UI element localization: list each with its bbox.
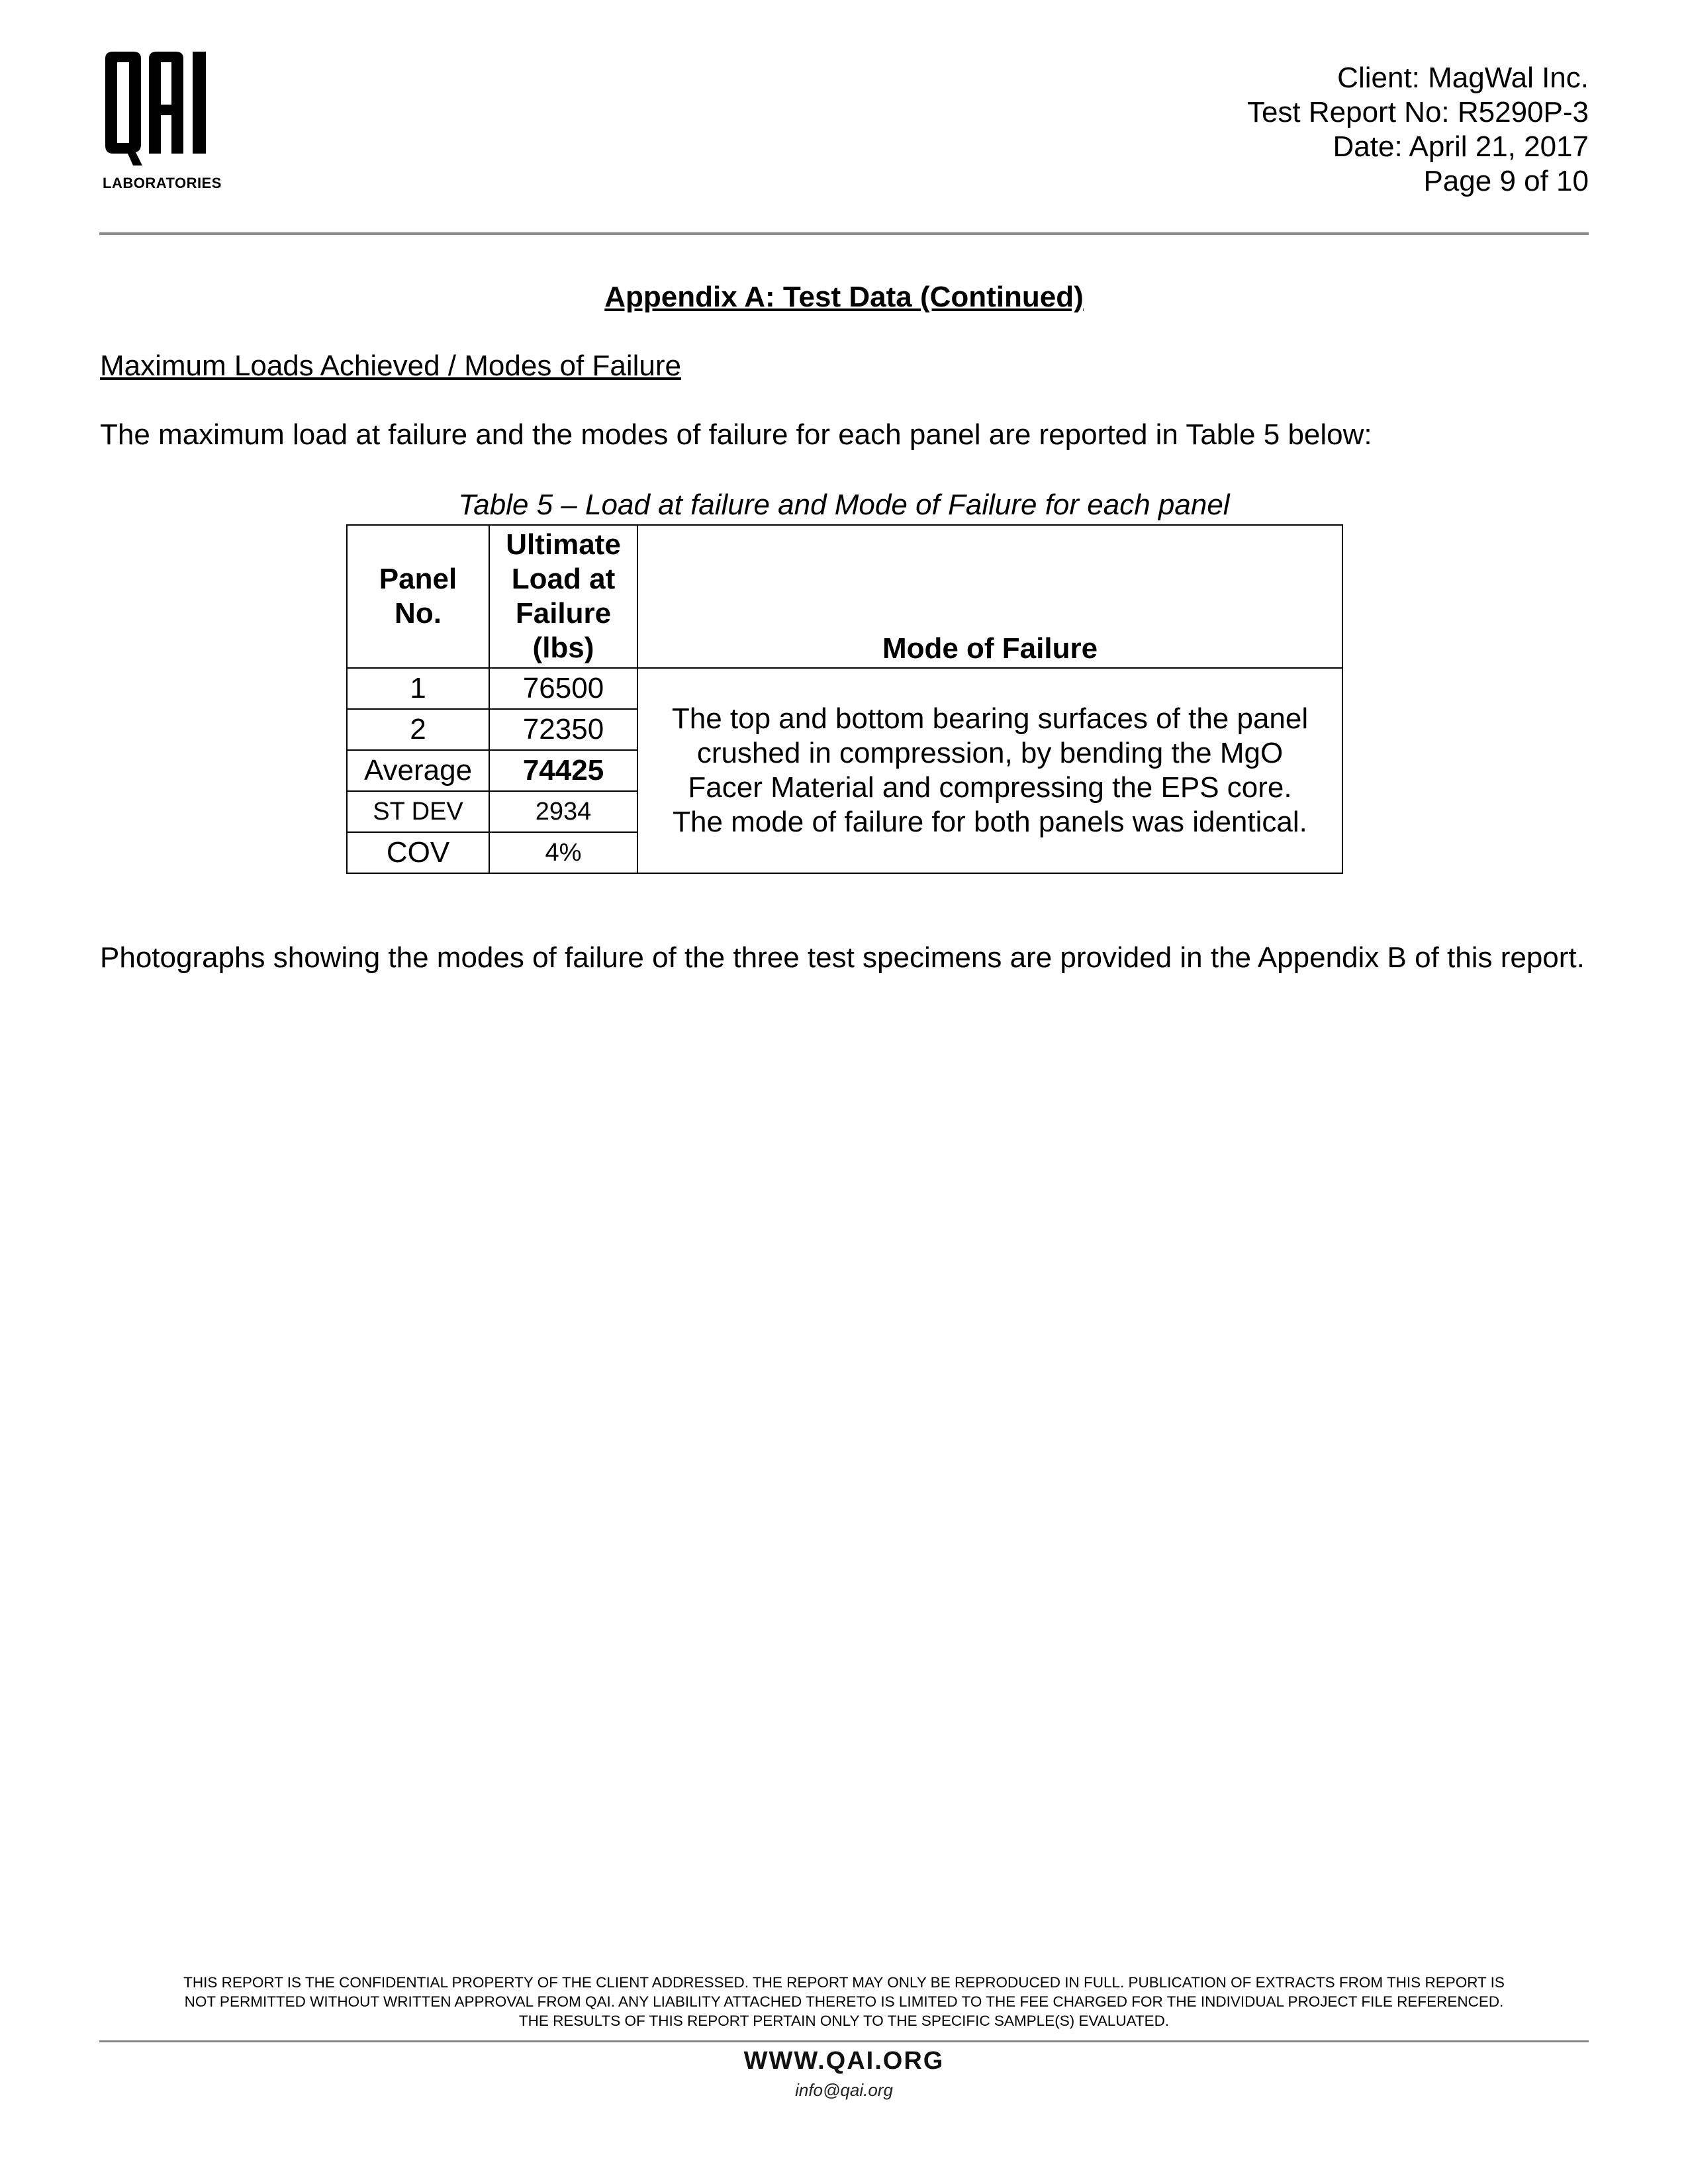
panel-cell: Average — [347, 750, 489, 791]
mode-line4: The mode of failure for both panels was identical. — [673, 806, 1307, 838]
header-ultimate-load — [489, 525, 637, 668]
load-cell: 4% — [489, 832, 637, 873]
client-name: Client: MagWal Inc. — [1337, 62, 1589, 94]
header-panel-no — [347, 525, 489, 668]
table-row — [347, 668, 1342, 709]
panel-cell: 1 — [347, 668, 489, 709]
mode-of-failure-cell — [637, 668, 1342, 873]
header-load-line4: (lbs) — [532, 632, 594, 664]
qai-logo-mark — [103, 52, 235, 167]
report-header-info — [1247, 61, 1589, 199]
panel-cell: 2 — [347, 709, 489, 750]
mode-line1: The top and bottom bearing surfaces of the panel — [671, 702, 1309, 735]
confidentiality-disclaimer — [99, 1973, 1589, 2030]
disclaimer-line1: THIS REPORT IS THE CONFIDENTIAL PROPERTY OF THE CLIENT ADDRESSED. THE REPORT MAY ONLY BE REPRODUCED IN FULL. PUBLICATION OF EXTRACTS FROM THIS REPORT IS — [183, 1974, 1505, 1991]
footer-email-link[interactable]: info@qai.org — [795, 2080, 893, 2100]
intro-paragraph: The maximum load at failure and the modes of failure for each panel are reported in Table 5 below: — [100, 418, 1372, 451]
header-load-line1: Ultimate — [506, 528, 621, 561]
load-cell: 76500 — [489, 668, 637, 709]
mode-line3: Facer Material and compressing the EPS core. — [688, 771, 1292, 804]
header-load-line2: Load at — [511, 563, 616, 595]
header-load-line3: Failure — [515, 597, 612, 630]
page-number: Page 9 of 10 — [1423, 165, 1589, 197]
panel-cell: COV — [347, 832, 489, 873]
header-panel-line1: Panel — [379, 563, 457, 595]
table-caption: Table 5 – Load at failure and Mode of Failure for each panel — [458, 489, 1230, 521]
footer-website-link[interactable]: WWW.QAI.ORG — [743, 2047, 945, 2075]
table-header-row — [347, 525, 1342, 668]
header-mode-of-failure: Mode of Failure — [637, 525, 1342, 668]
load-cell: 72350 — [489, 709, 637, 750]
section-heading: Maximum Loads Achieved / Modes of Failure — [100, 350, 681, 382]
appendix-title: Appendix A: Test Data (Continued) — [604, 281, 1084, 313]
failure-results-table — [346, 524, 1343, 874]
report-number: Test Report No: R5290P-3 — [1246, 96, 1589, 128]
load-cell: 2934 — [489, 791, 637, 832]
report-date: Date: April 21, 2017 — [1333, 130, 1589, 163]
mode-line2: crushed in compression, by bending the MgO — [696, 737, 1284, 769]
closing-paragraph: Photographs showing the modes of failure of the three test specimens are provided in the Appendix B of this report. — [100, 941, 1585, 974]
header-divider — [99, 232, 1589, 235]
panel-cell: ST DEV — [347, 791, 489, 832]
disclaimer-line3: THE RESULTS OF THIS REPORT PERTAIN ONLY TO THE SPECIFIC SAMPLE(S) EVALUATED. — [518, 2013, 1170, 2029]
footer-divider — [99, 2040, 1589, 2042]
average-load-cell: 74425 — [489, 750, 637, 791]
header-panel-line2: No. — [395, 597, 442, 630]
disclaimer-line2: NOT PERMITTED WITHOUT WRITTEN APPROVAL FROM QAI. ANY LIABILITY ATTACHED THERETO IS LIMITED TO THE FEE CHARGED FOR THE INDIVIDUAL PROJECT FILE REFERENCED. — [184, 1993, 1504, 2010]
qai-logo — [103, 52, 235, 197]
logo-subtitle: LABORATORIES — [103, 175, 222, 191]
